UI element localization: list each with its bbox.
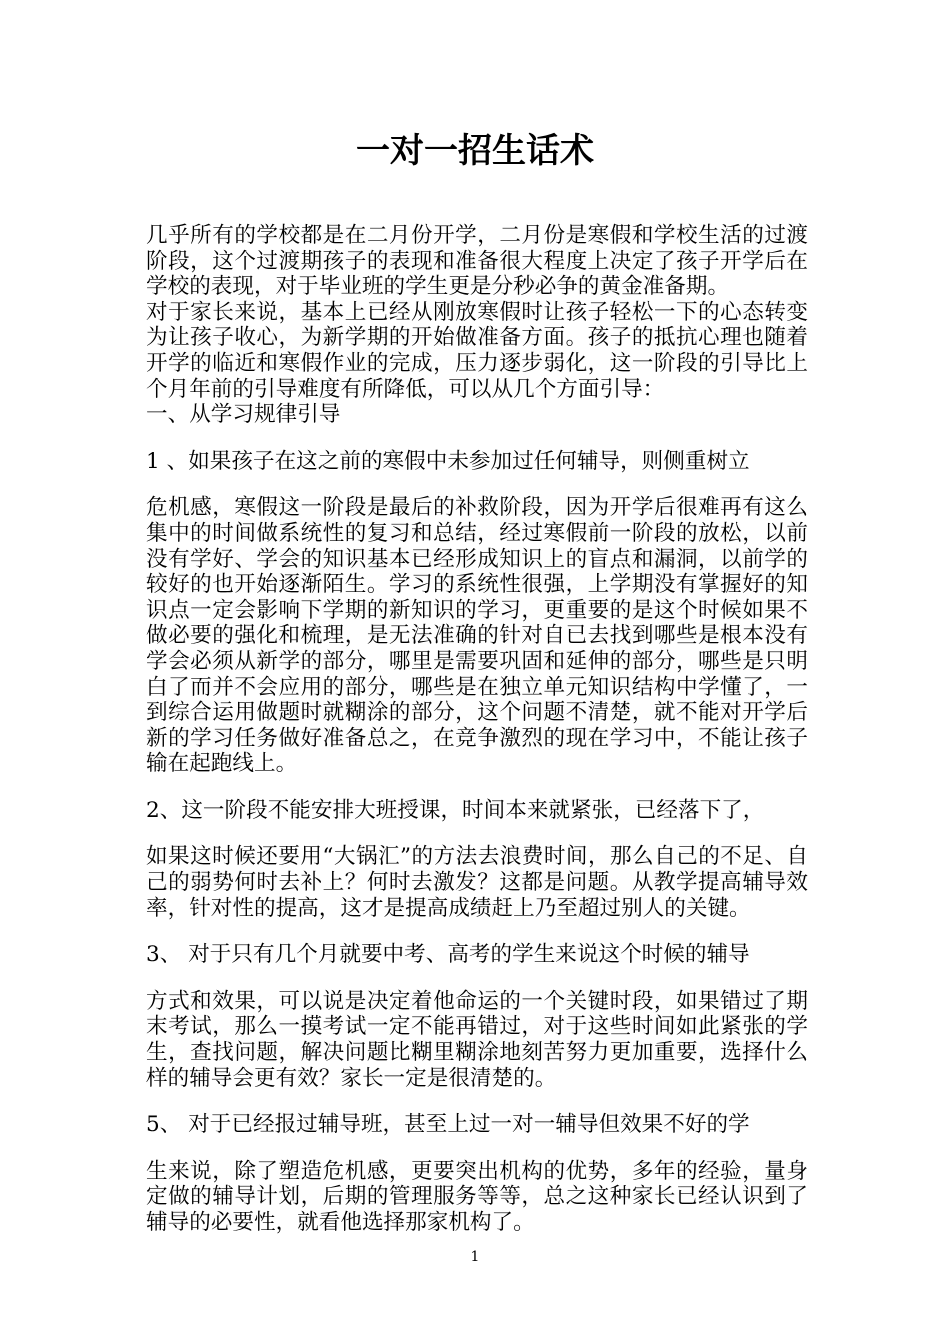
- document-title: 一对一招生话术: [356, 131, 594, 171]
- page-number: 1: [470, 1249, 480, 1265]
- paragraph-parents: 对于家长来说，基本上已经从刚放寒假时让孩子轻松一下的心态转变为让孩子收心，为新学期的开始做准备方面。孩子的抵抗心理也随着开学的临近和寒假作业的完成，压力逐步弱化，这一阶段的引导比上个月年前的引导难度有所降低，可以从几个方面引导：: [146, 299, 808, 402]
- item-1-body: 危机感，寒假这一阶段是最后的补救阶段，因为开学后很难再有这么集中的时间做系统性的复习和总结，经过寒假前一阶段的放松，以前没有学好、学会的知识基本已经形成知识上的盲点和漏洞，以前学的较好的也开始逐渐陌生。学习的系统性很强，上学期没有掌握好的知识点一定会影响下学期的新知识的学习，更重要的是这个时候如果不做必要的强化和梳理，是无法准确的针对自已去找到哪些是根本没有学会必须从新学的部分，哪里是需要巩固和延伸的部分，哪些是只明白了而并不会应用的部分，哪些是在独立单元知识结构中学懂了，一到综合运用做题时就糊涂的部分，这个问题不清楚，就不能对开学后新的学习任务做好准备总之，在竞争激烈的现在学习中，不能让孩子输在起跑线上。: [146, 495, 808, 777]
- item-3-body: 方式和效果，可以说是决定着他命运的一个关键时段，如果错过了期末考试，那么一摸考试一定不能再错过，对于这些时间如此紧张的学生，查找问题，解决问题比糊里糊涂地刻苦努力更加重要，选择什么样的辅导会更有效？家长一定是很清楚的。: [146, 988, 808, 1091]
- item-2-lead: 2、这一阶段不能安排大班授课，时间本来就紧张，已经落下了，: [146, 797, 765, 823]
- item-5-lead: 5、 对于已经报过辅导班，甚至上过一对一辅导但效果不好的学: [146, 1112, 750, 1138]
- section-heading: 一、从学习规律引导: [146, 402, 341, 428]
- item-5-body: 生来说，除了塑造危机感，更要突出机构的优势，多年的经验，量身定做的辅导计划，后期的管理服务等等，总之这种家长已经认识到了辅导的必要性，就看他选择那家机构了。: [146, 1158, 808, 1235]
- document-body: [146, 223, 808, 1236]
- item-3-lead: 3、 对于只有几个月就要中考、高考的学生来说这个时候的辅导: [146, 942, 750, 968]
- item-1-lead: 1 、如果孩子在这之前的寒假中未参加过任何辅导，则侧重树立: [146, 448, 750, 474]
- item-2-body: 如果这时候还要用“大锅汇”的方法去浪费时间，那么自己的不足、自己的弱势何时去补上？何时去激发？这都是问题。从教学提高辅导效率，针对性的提高，这才是提高成绩赶上乃至超过别人的关键。: [146, 844, 808, 921]
- paragraph-intro: 几乎所有的学校都是在二月份开学，二月份是寒假和学校生活的过渡阶段，这个过渡期孩子的表现和准备很大程度上决定了孩子开学后在学校的表现，对于毕业班的学生更是分秒必争的黄金准备期。: [146, 223, 808, 300]
